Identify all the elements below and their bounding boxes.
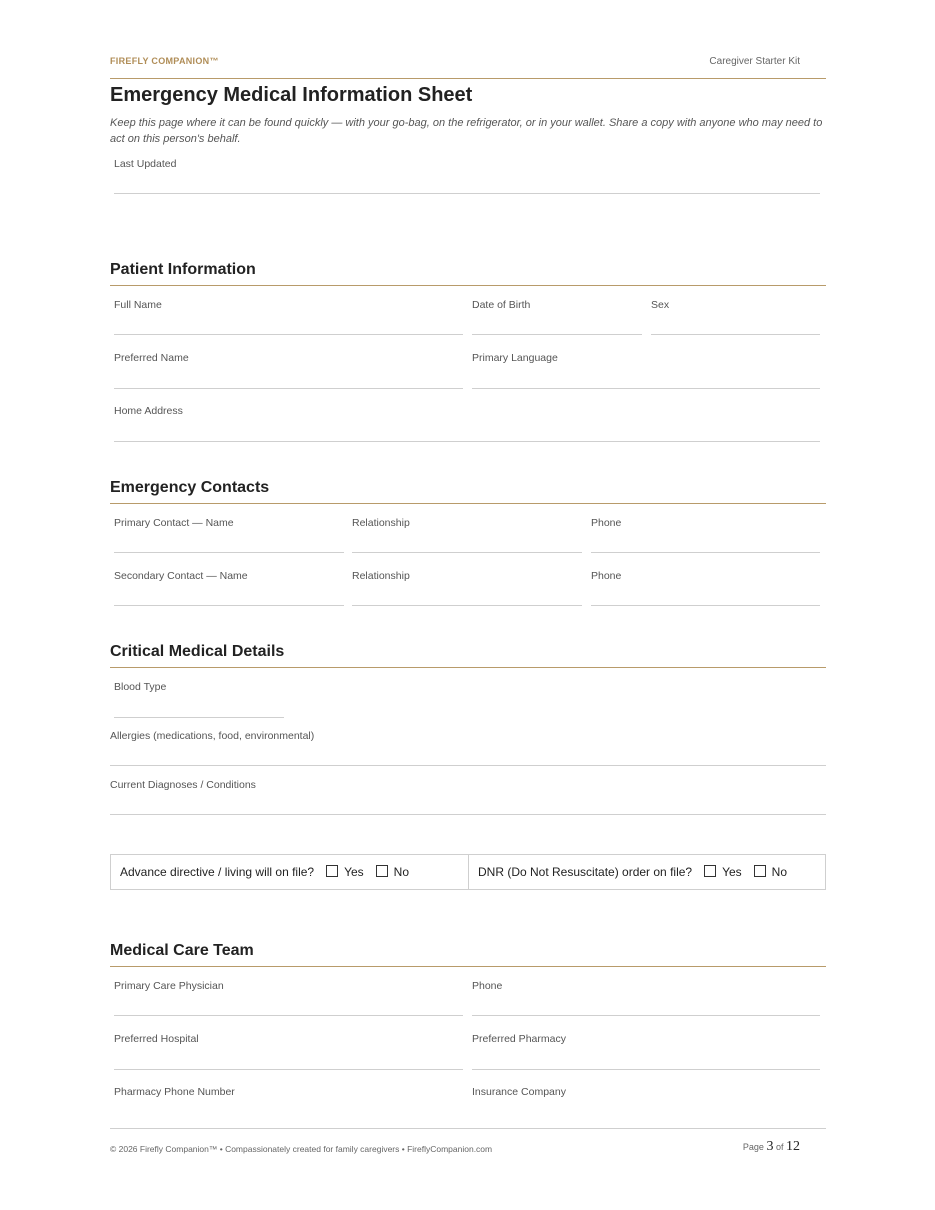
pharmacy-label: Preferred Pharmacy xyxy=(472,1033,566,1045)
last-updated-label: Last Updated xyxy=(114,158,177,170)
page-indicator xyxy=(743,1139,800,1155)
secondary-contact-name-field[interactable] xyxy=(114,570,344,606)
blood-type-field[interactable] xyxy=(114,681,284,718)
directives-box xyxy=(110,854,826,890)
brand-name: FIREFLY COMPANION™ xyxy=(110,56,219,66)
page-number: 3 xyxy=(766,1139,774,1154)
insurance-field[interactable] xyxy=(472,1086,820,1122)
full-name-field[interactable] xyxy=(114,299,463,335)
contacts-section-header xyxy=(110,477,826,504)
preferred-name-field[interactable] xyxy=(114,352,463,389)
primary-contact-phone-field[interactable] xyxy=(591,517,820,553)
hospital-label: Preferred Hospital xyxy=(114,1033,199,1045)
dob-field[interactable] xyxy=(472,299,642,335)
dnr-no-checkbox[interactable] xyxy=(754,865,766,877)
dnr-row xyxy=(469,855,825,889)
diagnoses-label: Current Diagnoses / Conditions xyxy=(110,779,256,791)
sex-label: Sex xyxy=(651,299,670,311)
of-word: of xyxy=(775,1142,784,1152)
pcp-phone-label: Phone xyxy=(472,980,503,992)
dob-label: Date of Birth xyxy=(472,299,531,311)
primary-contact-name-label: Primary Contact — Name xyxy=(114,517,234,529)
pharmacy-phone-label: Pharmacy Phone Number xyxy=(114,1086,235,1098)
allergies-field[interactable] xyxy=(110,730,826,766)
contacts-section-title: Emergency Contacts xyxy=(110,479,270,496)
secondary-contact-name-label: Secondary Contact — Name xyxy=(114,570,248,582)
pcp-field[interactable] xyxy=(114,980,463,1016)
primary-contact-name-field[interactable] xyxy=(114,517,344,553)
medical-section-header xyxy=(110,641,826,668)
secondary-contact-relationship-field[interactable] xyxy=(352,570,582,606)
primary-language-field[interactable] xyxy=(472,352,820,389)
allergies-label: Allergies (medications, food, environmental) xyxy=(110,730,315,742)
preferred-name-label: Preferred Name xyxy=(114,352,189,364)
patient-section-title: Patient Information xyxy=(110,261,256,278)
intro-text: Keep this page where it can be found quickly — with your go-bag, on the refrigerator, or in your wallet. Share a copy with anyone who may need to act on this person's behalf. xyxy=(110,117,823,145)
primary-language-label: Primary Language xyxy=(472,352,558,364)
secondary-contact-phone-field[interactable] xyxy=(591,570,820,606)
dnr-question: DNR (Do Not Resuscitate) order on file? xyxy=(478,865,693,879)
full-name-label: Full Name xyxy=(114,299,162,311)
advance-no-label: No xyxy=(393,865,410,879)
advance-yes-checkbox[interactable] xyxy=(326,865,338,877)
advance-no-checkbox[interactable] xyxy=(376,865,388,877)
care-team-section-header xyxy=(110,940,826,967)
dnr-yes-label: Yes xyxy=(722,865,742,879)
page-total: 12 xyxy=(786,1139,800,1154)
copyright-text: © 2026 Firefly Companion™ • Compassionately created for family caregivers • FireflyCompanion.com xyxy=(110,1144,493,1154)
secondary-contact-relationship-label: Relationship xyxy=(352,570,410,582)
page-footer xyxy=(110,1128,826,1159)
home-address-label: Home Address xyxy=(114,405,183,417)
advance-directive-question: Advance directive / living will on file? xyxy=(120,865,315,879)
dnr-no-label: No xyxy=(771,865,787,879)
medical-section-title: Critical Medical Details xyxy=(110,643,285,660)
page-header xyxy=(110,56,826,79)
diagnoses-field[interactable] xyxy=(110,779,826,815)
pcp-label: Primary Care Physician xyxy=(114,980,224,992)
kit-name: Caregiver Starter Kit xyxy=(709,56,800,67)
advance-yes-label: Yes xyxy=(344,865,364,879)
primary-contact-relationship-field[interactable] xyxy=(352,517,582,553)
secondary-contact-phone-label: Phone xyxy=(591,570,622,582)
primary-contact-relationship-label: Relationship xyxy=(352,517,410,529)
sex-field[interactable] xyxy=(651,299,820,335)
care-team-section-title: Medical Care Team xyxy=(110,942,254,959)
page-title: Emergency Medical Information Sheet xyxy=(110,84,473,106)
pharmacy-phone-field[interactable] xyxy=(114,1086,463,1122)
advance-directive-row xyxy=(111,855,469,889)
home-address-field[interactable] xyxy=(114,405,820,442)
primary-contact-phone-label: Phone xyxy=(591,517,622,529)
pharmacy-field[interactable] xyxy=(472,1033,820,1070)
blood-type-label: Blood Type xyxy=(114,681,167,693)
page-word: Page xyxy=(742,1142,764,1152)
dnr-yes-checkbox[interactable] xyxy=(704,865,716,877)
last-updated-field[interactable] xyxy=(114,158,820,194)
pcp-phone-field[interactable] xyxy=(472,980,820,1016)
insurance-label: Insurance Company xyxy=(472,1086,566,1098)
hospital-field[interactable] xyxy=(114,1033,463,1070)
patient-section-header xyxy=(110,259,826,286)
